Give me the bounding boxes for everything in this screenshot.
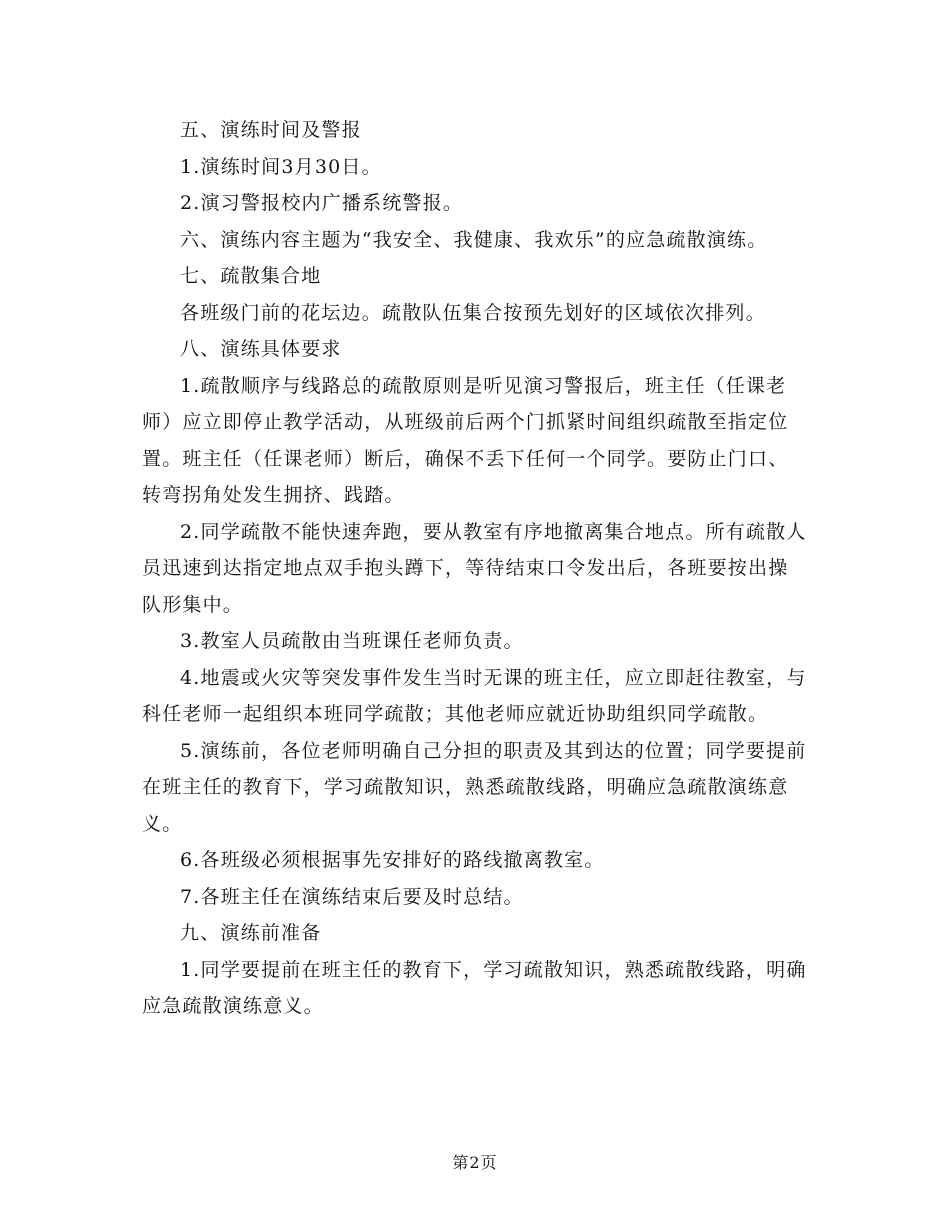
- paragraph: 4.地震或火灾等突发事件发生当时无课的班主任，应立即赶往教室，与科任老师一起组织本班同学疏散；其他老师应就近协助组织同学疏散。: [142, 666, 807, 725]
- paragraph: 2.同学疏散不能快速奔跑，要从教室有序地撤离集合地点。所有疏散人员迅速到达指定地点双手抱头蹲下，等待结束口令发出后，各班要按出操队形集中。: [142, 520, 807, 616]
- paragraph: 九、演练前准备: [180, 922, 322, 944]
- page-number: 第2页: [452, 1153, 498, 1172]
- paragraph: 七、疏散集合地: [180, 265, 322, 287]
- paragraph: 1.同学要提前在班主任的教育下，学习疏散知识，熟悉疏散线路，明确应急疏散演练意义。: [142, 958, 807, 1017]
- paragraph: 2.演习警报校内广播系统警报。: [180, 192, 464, 214]
- paragraph: 1.演练时间3月30日。: [180, 155, 382, 178]
- paragraph: 八、演练具体要求: [180, 338, 342, 360]
- paragraph: 6.各班级必须根据事先安排好的路线撤离教室。: [180, 849, 605, 871]
- paragraph: 3.教室人员疏散由当班课任老师负责。: [180, 630, 524, 652]
- paragraph: 1.疏散顺序与线路总的疏散原则是听见演习警报后，班主任（任课老师）应立即停止教学活动，从班级前后两个门抓紧时间组织疏散至指定位置。班主任（任课老师）断后，确保不丢下任何一个同学。要防止门口、转弯拐角处发生拥挤、践踏。: [142, 374, 789, 506]
- paragraph: 六、演练内容主题为“我安全、我健康、我欢乐”的应急疏散演练。: [180, 228, 768, 251]
- paragraph: 各班级门前的花坛边。疏散队伍集合按预先划好的区域依次排列。: [180, 301, 766, 324]
- document-body: [142, 112, 808, 1025]
- paragraph: 5.演练前，各位老师明确自己分担的职责及其到达的位置；同学要提前在班主任的教育下，学习疏散知识，熟悉疏散线路，明确应急疏散演练意义。: [142, 739, 807, 835]
- paragraph: 五、演练时间及警报: [180, 119, 362, 141]
- paragraph: 7.各班主任在演练结束后要及时总结。: [180, 885, 524, 908]
